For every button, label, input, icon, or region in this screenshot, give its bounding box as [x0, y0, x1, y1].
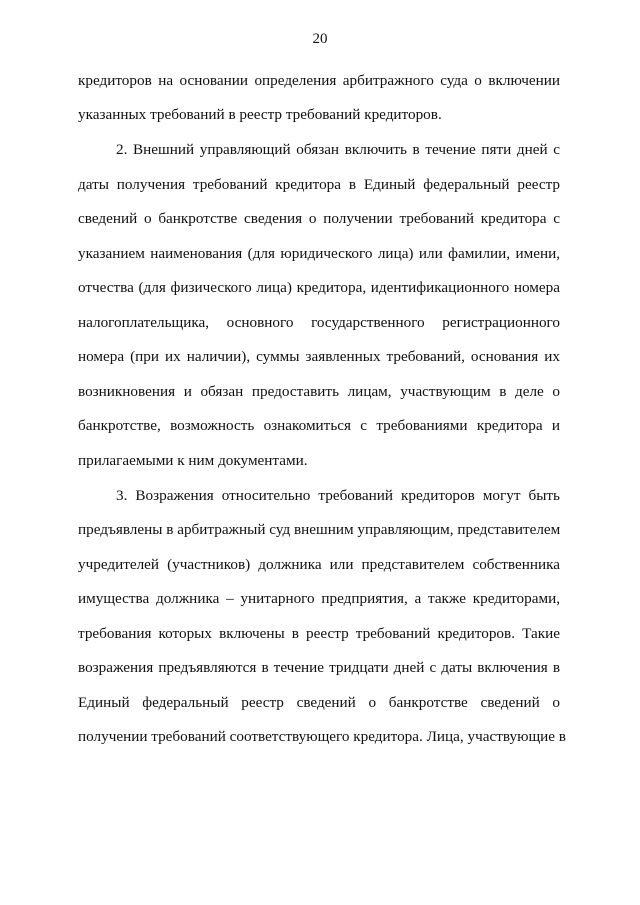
text-line: сведений о банкротстве сведения о получении требований кредитора с [78, 210, 560, 227]
text-line: получении требований соответствующего кредитора. Лица, участвующие в [78, 728, 566, 745]
text-line: налогоплательщика, основного государственного регистрационного [78, 314, 560, 331]
text-line: прилагаемыми к ним документами. [78, 452, 308, 469]
text-line: возражения предъявляются в течение тридцати дней с даты включения в [78, 659, 560, 676]
text-line: указанных требований в реестр требований кредиторов. [78, 106, 442, 123]
text-line: номера (при их наличии), суммы заявленных требований, основания их [78, 348, 560, 365]
page-number: 20 [312, 31, 328, 47]
text-line: учредителей (участников) должника или представителем собственника [78, 556, 560, 573]
text-line: предъявлены в арбитражный суд внешним управляющим, представителем [78, 521, 561, 538]
text-line: Единый федеральный реестр сведений о банкротстве сведений о [78, 694, 560, 711]
text-line: отчества (для физического лица) кредитора, идентификационного номера [78, 279, 560, 296]
text-line: имущества должника – унитарного предприятия, а также кредиторами, [78, 590, 560, 607]
text-line: 3. Возражения относительно требований кредиторов могут быть [116, 487, 560, 504]
text-line: требования которых включены в реестр требований кредиторов. Такие [78, 625, 560, 642]
text-line: указанием наименования (для юридического лица) или фамилии, имени, [78, 245, 560, 262]
text-line: возникновения и обязан предоставить лицам, участвующим в деле о [78, 383, 560, 400]
text-line: банкротстве, возможность ознакомиться с требованиями кредитора и [78, 417, 560, 434]
text-line: кредиторов на основании определения арбитражного суда о включении [78, 72, 560, 89]
text-line: даты получения требований кредитора в Единый федеральный реестр [78, 176, 560, 193]
text-line: 2. Внешний управляющий обязан включить в течение пяти дней с [116, 141, 560, 158]
